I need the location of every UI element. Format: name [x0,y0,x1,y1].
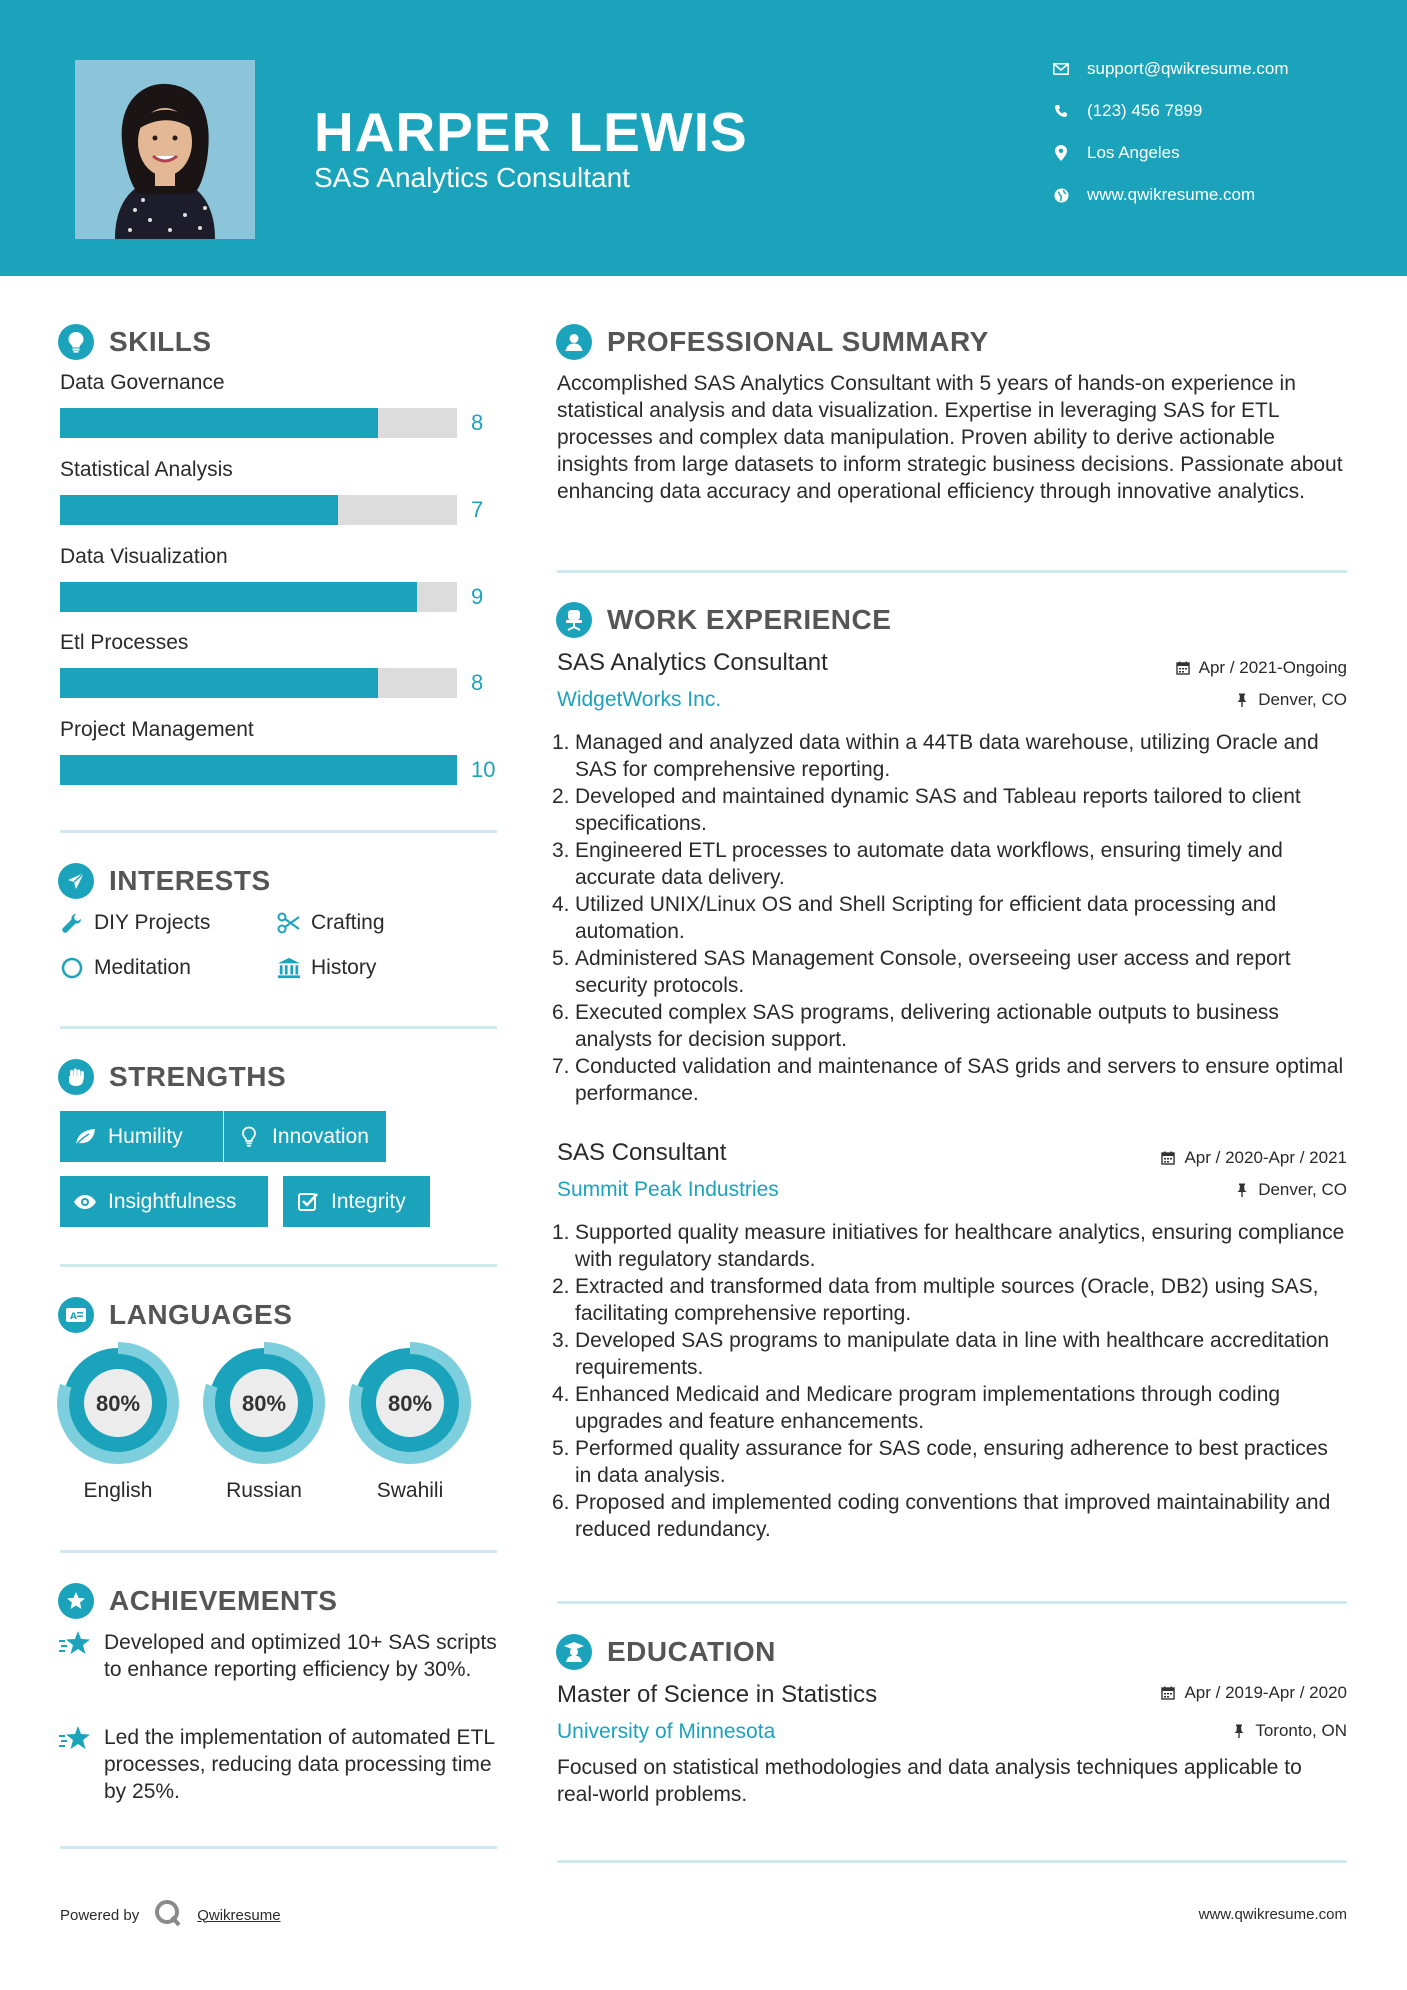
list-item-text: Conducted validation and maintenance of SAS grids and servers to ensure optimal performance. [575,1055,1344,1105]
strength-label: Humility [108,1124,183,1148]
interests-header [58,863,271,899]
skill-value: 7 [471,497,484,522]
summary-text: Accomplished SAS Analytics Consultant with 5 years of hands-on experience in statistical analysis and data visualization. Expertise in leveraging SAS for ETL processes and complex data manipulation. Proven ability to derive actionable insights from large datasets to inform strategic business decisions. Passionate about enhancing data accuracy and operational efficiency through innovative analytics. [557,372,1343,503]
strengths-header [58,1059,286,1095]
lightbulb-icon [58,324,94,360]
list-item-text: Engineered ETL processes to automate data workflows, ensuring timely and accurate data delivery. [575,839,1283,889]
fist-icon [58,1059,94,1095]
star-icon [58,1724,92,1758]
language-item [56,1341,180,1503]
section-divider [557,1601,1347,1604]
language-icon [58,1297,94,1333]
skill-bar-fill [60,755,457,785]
skills-header [58,324,212,360]
education-description: Focused on statistical methodologies and data analysis techniques applicable to real-world problems. [557,1756,1302,1806]
powered-by-label: Powered by [60,1906,140,1924]
achievement-item [58,1724,498,1805]
list-item: 2. Extracted and transformed data from multiple sources (Oracle, DB2) using SAS, facilitating comprehensive reporting. [552,1275,1319,1325]
list-item: 3. Engineered ETL processes to automate data workflows, ensuring timely and accurate data delivery. [552,839,1283,889]
strength-label: Innovation [272,1124,369,1148]
section-divider [60,1550,497,1553]
interest-label: Meditation [94,956,191,979]
calendar-icon [1175,660,1191,676]
wrench-icon [60,911,84,935]
strength-badge [60,1176,268,1227]
leaf-icon [72,1124,98,1150]
job-dates-text: Apr / 2021-Ongoing [1198,658,1347,677]
section-divider [557,1860,1347,1863]
achievement-item [58,1629,498,1683]
profile-photo [75,60,255,239]
skill-value: 9 [471,584,484,609]
experience-title: WORK EXPERIENCE [607,604,892,635]
list-item: 3. Developed SAS programs to manipulate data in line with healthcare accreditation requirements. [552,1329,1330,1379]
resume-header [0,0,1407,276]
contact-location-text: Los Angeles [1087,143,1180,162]
job-location [1234,1180,1347,1200]
phone-icon [1050,100,1072,122]
achievements-title: ACHIEVEMENTS [109,1585,338,1616]
contact-phone-text: (123) 456 7899 [1087,101,1203,120]
skill-label: Data Governance [60,371,225,394]
skill-value: 8 [471,410,484,435]
candidate-name: HARPER LEWIS [314,101,748,163]
strength-label: Integrity [331,1189,406,1213]
calendar-icon [1160,1685,1176,1701]
map-pin-icon [1050,142,1072,164]
job-location-text: Denver, CO [1258,1180,1347,1199]
profile-photo-image [75,60,255,239]
interest-label: Crafting [311,911,385,934]
language-item [202,1341,326,1503]
candidate-role: SAS Analytics Consultant [314,162,630,193]
interests-title: INTERESTS [109,865,271,896]
languages-header [58,1297,292,1333]
interest-label: DIY Projects [94,911,211,934]
list-item: 5. Administered SAS Management Console, overseeing user access and report security protocols. [552,947,1291,997]
education-dates [1160,1683,1347,1703]
school-name: University of Minnesota [557,1720,776,1743]
section-divider [557,570,1347,573]
user-icon [556,324,592,360]
skill-label: Project Management [60,718,254,741]
skill-label: Statistical Analysis [60,458,233,481]
paper-plane-icon [58,863,94,899]
list-item-text: Administered SAS Management Console, overseeing user access and report security protocols. [575,947,1291,997]
company-name: Summit Peak Industries [557,1178,779,1201]
star-icon [58,1629,92,1663]
achievements-header [58,1583,337,1619]
skill-bar-fill [60,582,417,612]
languages-title: LANGUAGES [109,1299,293,1330]
strength-badge [60,1111,223,1162]
skill-label: Data Visualization [60,545,228,568]
skill-value: 10 [471,757,496,782]
job-title: SAS Analytics Consultant [557,649,828,676]
interest-label: History [311,956,377,979]
job-dates [1160,1148,1347,1168]
lightbulb-icon [236,1124,262,1150]
job-title: SAS Consultant [557,1139,727,1166]
contact-website-text: www.qwikresume.com [1087,185,1256,204]
eye-icon [72,1189,98,1215]
list-item: 6. Executed complex SAS programs, delivering actionable outputs to business analysts for decision support. [552,1001,1279,1051]
qwikresume-link[interactable]: Qwikresume [197,1906,281,1924]
summary-header [556,324,989,360]
achievement-text: Led the implementation of automated ETL processes, reducing data processing time by 25%. [104,1726,495,1803]
pushpin-icon [1234,1182,1250,1198]
check-square-icon [295,1189,321,1215]
list-item-text: Utilized UNIX/Linux OS and Shell Scripting for efficient data processing and automation. [575,893,1277,943]
graduate-icon [556,1634,592,1670]
list-item: 4. Utilized UNIX/Linux OS and Shell Scripting for efficient data processing and automation. [552,893,1277,943]
contact-website[interactable] [1050,184,1255,206]
list-item-text: Enhanced Medicaid and Medicare program implementations through coding upgrades and feature enhancements. [575,1383,1281,1433]
calendar-icon [1160,1150,1176,1166]
achievement-text: Developed and optimized 10+ SAS scripts to enhance reporting efficiency by 30%. [104,1631,497,1681]
section-divider [60,1264,497,1267]
skill-label: Etl Processes [60,631,189,654]
language-percent: 80% [95,1391,141,1416]
list-item-text: Managed and analyzed data within a 44TB data warehouse, utilizing Oracle and SAS for comprehensive reporting. [575,731,1319,781]
envelope-icon [1050,58,1072,80]
list-item: 1. Managed and analyzed data within a 44TB data warehouse, utilizing Oracle and SAS for comprehensive reporting. [552,731,1319,781]
contact-location [1050,142,1180,164]
strength-badge [224,1111,386,1162]
section-divider [60,1846,497,1849]
list-item-text: Developed SAS programs to manipulate data in line with healthcare accreditation requirements. [575,1329,1330,1379]
job-dates-text: Apr / 2020-Apr / 2021 [1184,1148,1347,1167]
list-item: 7. Conducted validation and maintenance of SAS grids and servers to ensure optimal performance. [552,1055,1344,1105]
svg-text:A: A [70,1312,77,1322]
education-dates-text: Apr / 2019-Apr / 2020 [1184,1683,1347,1702]
skill-bar-fill [60,408,378,438]
list-item-text: Executed complex SAS programs, delivering actionable outputs to business analysts for decision support. [575,1001,1279,1051]
strengths-title: STRENGTHS [109,1061,287,1092]
education-header [556,1634,776,1670]
pushpin-icon [1234,692,1250,708]
language-progress-ring [348,1341,472,1465]
skill-value: 8 [471,670,484,695]
summary-title: PROFESSIONAL SUMMARY [607,326,989,357]
interest-item [277,911,385,935]
list-item: 2. Developed and maintained dynamic SAS and Tableau reports tailored to client specifications. [552,785,1301,835]
qwikresume-logo-icon [153,1898,183,1932]
language-name: Russian [226,1479,302,1502]
skill-bar [60,582,457,612]
list-item: 5. Performed quality assurance for SAS code, ensuring adherence to best practices in data analysis. [552,1437,1328,1487]
degree-title: Master of Science in Statistics [557,1681,878,1708]
language-name: Swahili [376,1479,444,1502]
language-progress-ring [202,1341,326,1465]
company-name: WidgetWorks Inc. [557,688,722,711]
job-location [1234,690,1347,710]
footer-website-link[interactable]: www.qwikresume.com [1198,1906,1347,1923]
language-percent: 80% [241,1391,287,1416]
skill-bar [60,408,457,438]
education-location-text: Toronto, ON [1255,1721,1347,1740]
interest-item [277,956,376,980]
section-divider [60,1026,497,1029]
education-location [1231,1721,1347,1741]
experience-header [556,602,891,638]
list-item-text: Performed quality assurance for SAS code, ensuring adherence to best practices in data analysis. [575,1437,1328,1487]
list-item-text: Proposed and implemented coding conventions that improved maintainability and reduced redundancy. [575,1491,1331,1541]
footer-powered-by [60,1898,281,1932]
section-divider [60,830,497,833]
contact-email[interactable] [1050,58,1289,80]
list-item-text: Supported quality measure initiatives for healthcare analytics, ensuring compliance with regulatory standards. [575,1221,1345,1271]
skill-bar [60,495,457,525]
bank-icon [277,956,301,980]
list-item: 6. Proposed and implemented coding conventions that improved maintainability and reduced redundancy. [552,1491,1331,1541]
circle-icon [60,956,84,980]
job-location-text: Denver, CO [1258,690,1347,709]
contact-email-text: support@qwikresume.com [1087,59,1289,78]
globe-icon [1050,184,1072,206]
skill-bar-fill [60,495,338,525]
job-dates [1175,658,1347,678]
pushpin-icon [1231,1723,1247,1739]
list-item: 4. Enhanced Medicaid and Medicare program implementations through coding upgrades and feature enhancements. [552,1383,1281,1433]
language-percent: 80% [387,1391,433,1416]
interest-item [60,956,191,980]
language-name: English [83,1479,153,1502]
skill-bar [60,668,457,698]
job-responsibilities [552,729,1347,1107]
education-title: EDUCATION [607,1636,776,1667]
contact-phone[interactable] [1050,100,1202,122]
job-responsibilities [552,1219,1347,1543]
chair-icon [556,602,592,638]
strength-badge [283,1176,430,1227]
list-item-text: Developed and maintained dynamic SAS and Tableau reports tailored to client specifications. [575,785,1301,835]
interest-item [60,911,210,935]
scissors-icon [277,911,301,935]
list-item: 1. Supported quality measure initiatives for healthcare analytics, ensuring compliance with regulatory standards. [552,1221,1345,1271]
list-item-text: Extracted and transformed data from multiple sources (Oracle, DB2) using SAS, facilitating comprehensive reporting. [575,1275,1319,1325]
skills-title: SKILLS [109,326,212,357]
skill-bar-fill [60,668,378,698]
strength-label: Insightfulness [108,1189,237,1213]
star-badge-icon [58,1583,94,1619]
language-item [348,1341,472,1503]
skill-bar [60,755,457,785]
language-progress-ring [56,1341,180,1465]
